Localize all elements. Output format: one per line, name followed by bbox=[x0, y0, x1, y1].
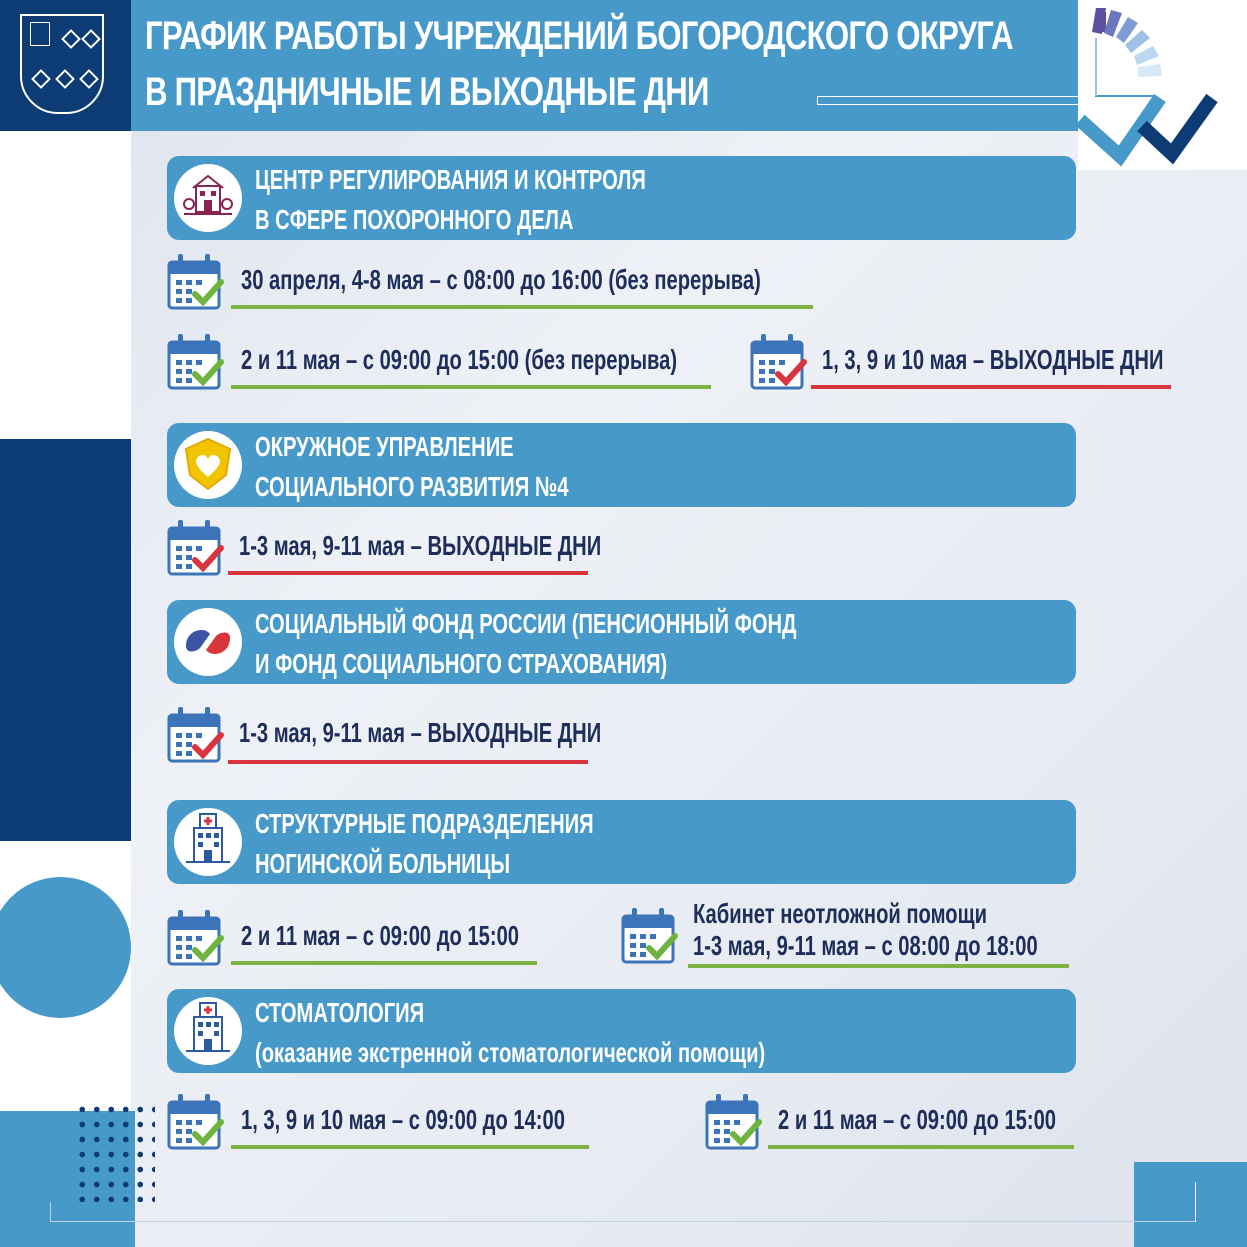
schedule-text: 1-3 мая, 9-11 мая – ВЫХОДНЫЕ ДНИ bbox=[239, 717, 602, 748]
underline-open bbox=[231, 961, 537, 965]
schedule-text: 2 и 11 мая – с 09:00 до 15:00 (без перерыва) bbox=[241, 344, 678, 375]
funeral-building-icon bbox=[174, 164, 242, 232]
decor-circle bbox=[0, 877, 131, 1018]
section-title-line1: ЦЕНТР РЕГУЛИРОВАНИЯ И КОНТРОЛЯ bbox=[255, 164, 646, 195]
decor-tick bbox=[50, 1202, 51, 1222]
schedule-text: 1-3 мая, 9-11 мая – ВЫХОДНЫЕ ДНИ bbox=[239, 530, 602, 561]
calendar-check-icon bbox=[167, 908, 225, 968]
schedule-row bbox=[167, 908, 547, 968]
calendar-check-icon bbox=[621, 906, 679, 966]
underline-closed bbox=[811, 385, 1171, 389]
section-title-line1: СТОМАТОЛОГИЯ bbox=[255, 997, 425, 1028]
page-title-line1: ГРАФИК РАБОТЫ УЧРЕЖДЕНИЙ БОГОРОДСКОГО ОКРУГА bbox=[145, 14, 1013, 58]
underline-open bbox=[688, 964, 1069, 968]
section-title-line1: ОКРУЖНОЕ УПРАВЛЕНИЕ bbox=[255, 431, 514, 462]
section-title bbox=[255, 604, 796, 684]
underline-closed bbox=[228, 760, 588, 764]
section-funeral-control bbox=[167, 156, 1076, 240]
section-title bbox=[255, 427, 569, 507]
decor-block-right bbox=[1134, 1162, 1247, 1247]
schedule-text: 1-3 мая, 9-11 мая – с 08:00 до 18:00 bbox=[693, 930, 1038, 961]
schedule-row bbox=[167, 332, 717, 392]
underline-open bbox=[768, 1145, 1074, 1149]
section-title-line2: (оказание экстренной стоматологической помощи) bbox=[255, 1037, 766, 1068]
section-title bbox=[255, 160, 646, 240]
section-social-development bbox=[167, 423, 1076, 507]
schedule-row bbox=[750, 332, 1175, 392]
arc-decor-icon bbox=[1078, 0, 1247, 170]
emergency-label: Кабинет неотложной помощи bbox=[693, 898, 987, 929]
decor-band bbox=[0, 439, 131, 841]
schedule-row bbox=[167, 1092, 597, 1152]
page-title-line2: В ПРАЗДНИЧНЫЕ И ВЫХОДНЫЕ ДНИ bbox=[145, 70, 709, 114]
section-title bbox=[255, 804, 594, 884]
section-title-line2: НОГИНСКОЙ БОЛЬНИЦЫ bbox=[255, 848, 511, 879]
section-title bbox=[255, 993, 765, 1073]
section-title-line1: СОЦИАЛЬНЫЙ ФОНД РОССИИ (ПЕНСИОННЫЙ ФОНД bbox=[255, 608, 797, 639]
underline-open bbox=[231, 305, 813, 309]
underline-open bbox=[231, 1145, 589, 1149]
schedule-text: 30 апреля, 4-8 мая – с 08:00 до 16:00 (без перерыва) bbox=[241, 264, 761, 295]
calendar-check-icon bbox=[750, 332, 808, 392]
hospital-icon bbox=[174, 997, 242, 1065]
section-title-line2: В СФЕРЕ ПОХОРОННОГО ДЕЛА bbox=[255, 204, 574, 235]
decor-tick bbox=[1195, 1182, 1196, 1222]
section-hospital bbox=[167, 800, 1076, 884]
underline-closed bbox=[228, 571, 588, 575]
section-title-line2: СОЦИАЛЬНОГО РАЗВИТИЯ №4 bbox=[255, 471, 569, 502]
decor-line bbox=[50, 1221, 1196, 1222]
page-title bbox=[145, 8, 1013, 120]
heart-shield-icon bbox=[174, 431, 242, 499]
schedule-text: 2 и 11 мая – с 09:00 до 15:00 bbox=[241, 920, 520, 951]
coat-of-arms-panel bbox=[0, 0, 131, 131]
schedule-row bbox=[167, 252, 817, 312]
schedule-text: 1, 3, 9 и 10 мая – с 09:00 до 14:00 bbox=[241, 1104, 565, 1135]
schedule-text: 1, 3, 9 и 10 мая – ВЫХОДНЫЕ ДНИ bbox=[822, 344, 1164, 375]
decor-dots bbox=[75, 1102, 155, 1202]
schedule-row-emergency bbox=[621, 900, 1076, 972]
schedule-row bbox=[167, 705, 617, 765]
calendar-check-icon bbox=[167, 705, 225, 765]
section-social-fund bbox=[167, 600, 1076, 684]
calendar-check-icon bbox=[167, 332, 225, 392]
schedule-row bbox=[705, 1092, 1080, 1152]
page-header bbox=[131, 0, 1078, 131]
calendar-check-icon bbox=[167, 1092, 225, 1152]
coat-of-arms-icon bbox=[20, 14, 104, 114]
calendar-check-icon bbox=[167, 518, 225, 578]
hospital-icon bbox=[174, 808, 242, 876]
section-title-line2: И ФОНД СОЦИАЛЬНОГО СТРАХОВАНИЯ) bbox=[255, 648, 668, 679]
calendar-check-icon bbox=[167, 252, 225, 312]
underline-open bbox=[231, 385, 711, 389]
section-title-line1: СТРУКТУРНЫЕ ПОДРАЗДЕЛЕНИЯ bbox=[255, 808, 594, 839]
schedule-row bbox=[167, 518, 617, 578]
calendar-check-icon bbox=[705, 1092, 763, 1152]
social-fund-logo-icon bbox=[174, 608, 242, 676]
schedule-text: 2 и 11 мая – с 09:00 до 15:00 bbox=[778, 1104, 1057, 1135]
section-dentistry bbox=[167, 989, 1076, 1073]
